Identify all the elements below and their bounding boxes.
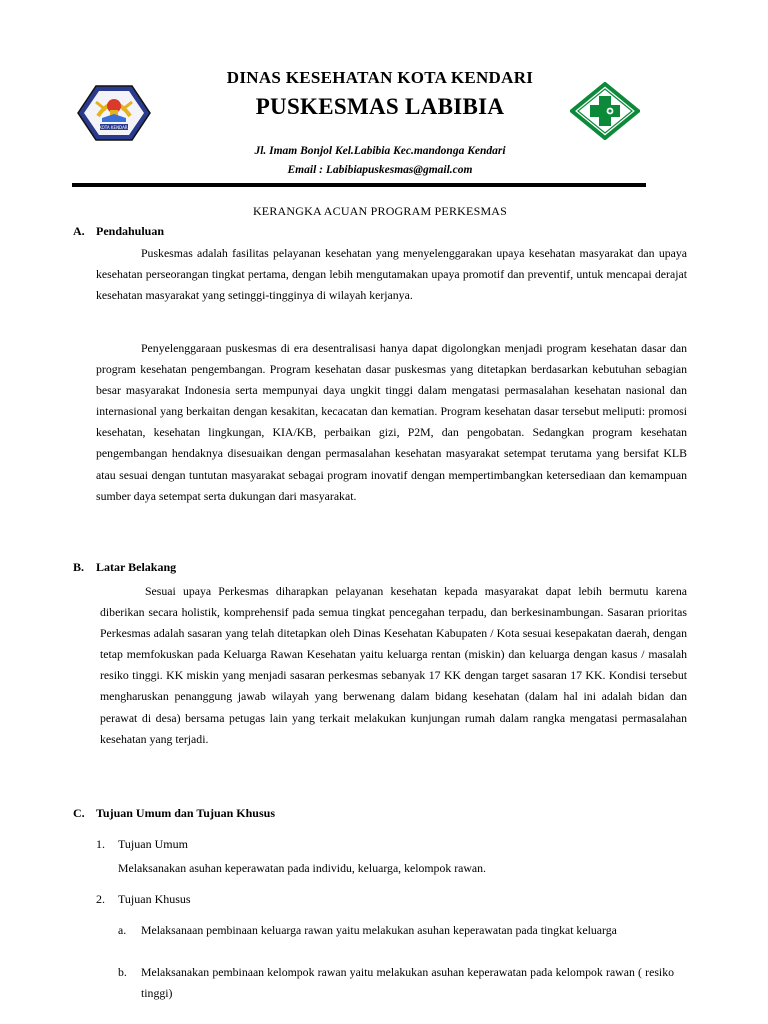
- item-label: Tujuan Khusus: [118, 892, 191, 906]
- section-heading-a: [0, 224, 768, 242]
- agency-name: DINAS KESEHATAN KOTA KENDARI: [226, 68, 534, 87]
- kendari-city-emblem-icon: [76, 84, 152, 142]
- paragraph: Puskesmas adalah fasilitas pelayanan kesehatan yang menyelenggarakan upaya kesehatan masyarakat dan upaya kesehatan perseorangan tingkat pertama, dengan lebih mengutamakan upaya promotif dan preventif, untuk mencapai derajat kesehatan masyarakat yang setinggi-tingginya di wilayah kerjanya.: [96, 246, 687, 303]
- subitem-letter: b.: [118, 965, 127, 979]
- item-label: Tujuan Umum: [118, 837, 188, 851]
- paragraph: Penyelenggaraan puskesmas di era desentralisasi hanya dapat digolongkan menjadi program kesehatan dasar dan program kesehatan pengembangan. Program kesehatan dasar puskesmas yang ditetapkan berdasarkan kebutuhan sebagian besar masyarakat Indonesia serta mempunyai daya ungkit tinggi dalam mengatasi permasalahan kesehatan nasional dan internasional yang berkaitan dengan kesakitan, kecacatan dan kematian. Program kesehatan dasar tersebut meliputi: promosi kesehatan, kesehatan lingkungan, KIA/KB, perbaikan gizi, P2M, dan pengobatan. Sedangkan program kesehatan pengembangan hendaknya disesuaikan dengan permasalahan kesehatan masyarakat setempat terutama yang bersifat KLB atau sesuai dengan tuntutan masyarakat sebagai program inovatif dengan mempertimbangkan ketersediaan dan kemampuan sumber daya setempat serta dukungan dari masyarakat.: [96, 341, 687, 503]
- address-line: Jl. Imam Bonjol Kel.Labibia Kec.mandonga Kendari: [254, 145, 506, 157]
- paragraph: Sesuai upaya Perkesmas diharapkan pelayanan kesehatan kepada masyarakat dapat lebih bermutu karena diberikan secara holistik, komprehensif pada semua tingkat pencegahan terpadu, dan berkesinambungan. Sasaran prioritas Perkesmas adalah sasaran yang telah ditetapkan oleh Dinas Kesehatan Kabupaten / Kota sesuai kesepakatan daerah, dengan tetap memfokuskan pada Keluarga Rawan Kesehatan yaitu keluarga rentan (miskin) dan keluarga dengan kasus / masalah resiko tinggi. KK miskin yang menjadi sasaran perkesmas sebanyak 17 KK dengan target sasaran 17 KK. Kondisi tersebut mengharuskan penanggung jawab wilayah yang berwenang dalam bidang kesehatan (dalam hal ini adalah bidan dan perawat di desa) bersama petugas lain yang terkait melakukan kunjungan rumah dalam rangka mengatasi permasalahan kesehatan yang terjadi.: [100, 584, 687, 746]
- institution-name: PUSKESMAS LABIBIA: [255, 94, 505, 119]
- section-letter: B.: [73, 560, 85, 574]
- section-letter: A.: [73, 224, 85, 238]
- email-line: Email : Labibiapuskesmas@gmail.com: [287, 164, 473, 176]
- section-letter: C.: [73, 806, 85, 820]
- header-divider: [72, 183, 646, 187]
- section-title: Pendahuluan: [96, 224, 165, 238]
- section-title: Latar Belakang: [96, 560, 177, 574]
- emblem-banner-text: KOTA KENDARI: [99, 124, 129, 130]
- subitem-text: Melaksanakan pembinaan kelompok rawan yaitu melakukan asuhan keperawatan pada kelompok rawan ( resiko tinggi): [141, 965, 674, 1000]
- section-heading-c: [0, 806, 768, 824]
- subitem-letter: a.: [118, 923, 127, 937]
- item-number: 1.: [96, 837, 105, 851]
- section-title: Tujuan Umum dan Tujuan Khusus: [96, 806, 275, 820]
- subitem-text: Melaksanaan pembinaan keluarga rawan yaitu melakukan asuhan keperawatan pada tingkat keluarga: [141, 923, 617, 937]
- section-heading-b: [0, 560, 768, 578]
- item-text: Melaksanakan asuhan keperawatan pada individu, keluarga, kelompok rawan.: [118, 861, 486, 875]
- document-title: KERANGKA ACUAN PROGRAM PERKESMAS: [252, 204, 508, 218]
- puskesmas-cross-emblem-icon: [570, 82, 640, 140]
- item-number: 2.: [96, 892, 105, 906]
